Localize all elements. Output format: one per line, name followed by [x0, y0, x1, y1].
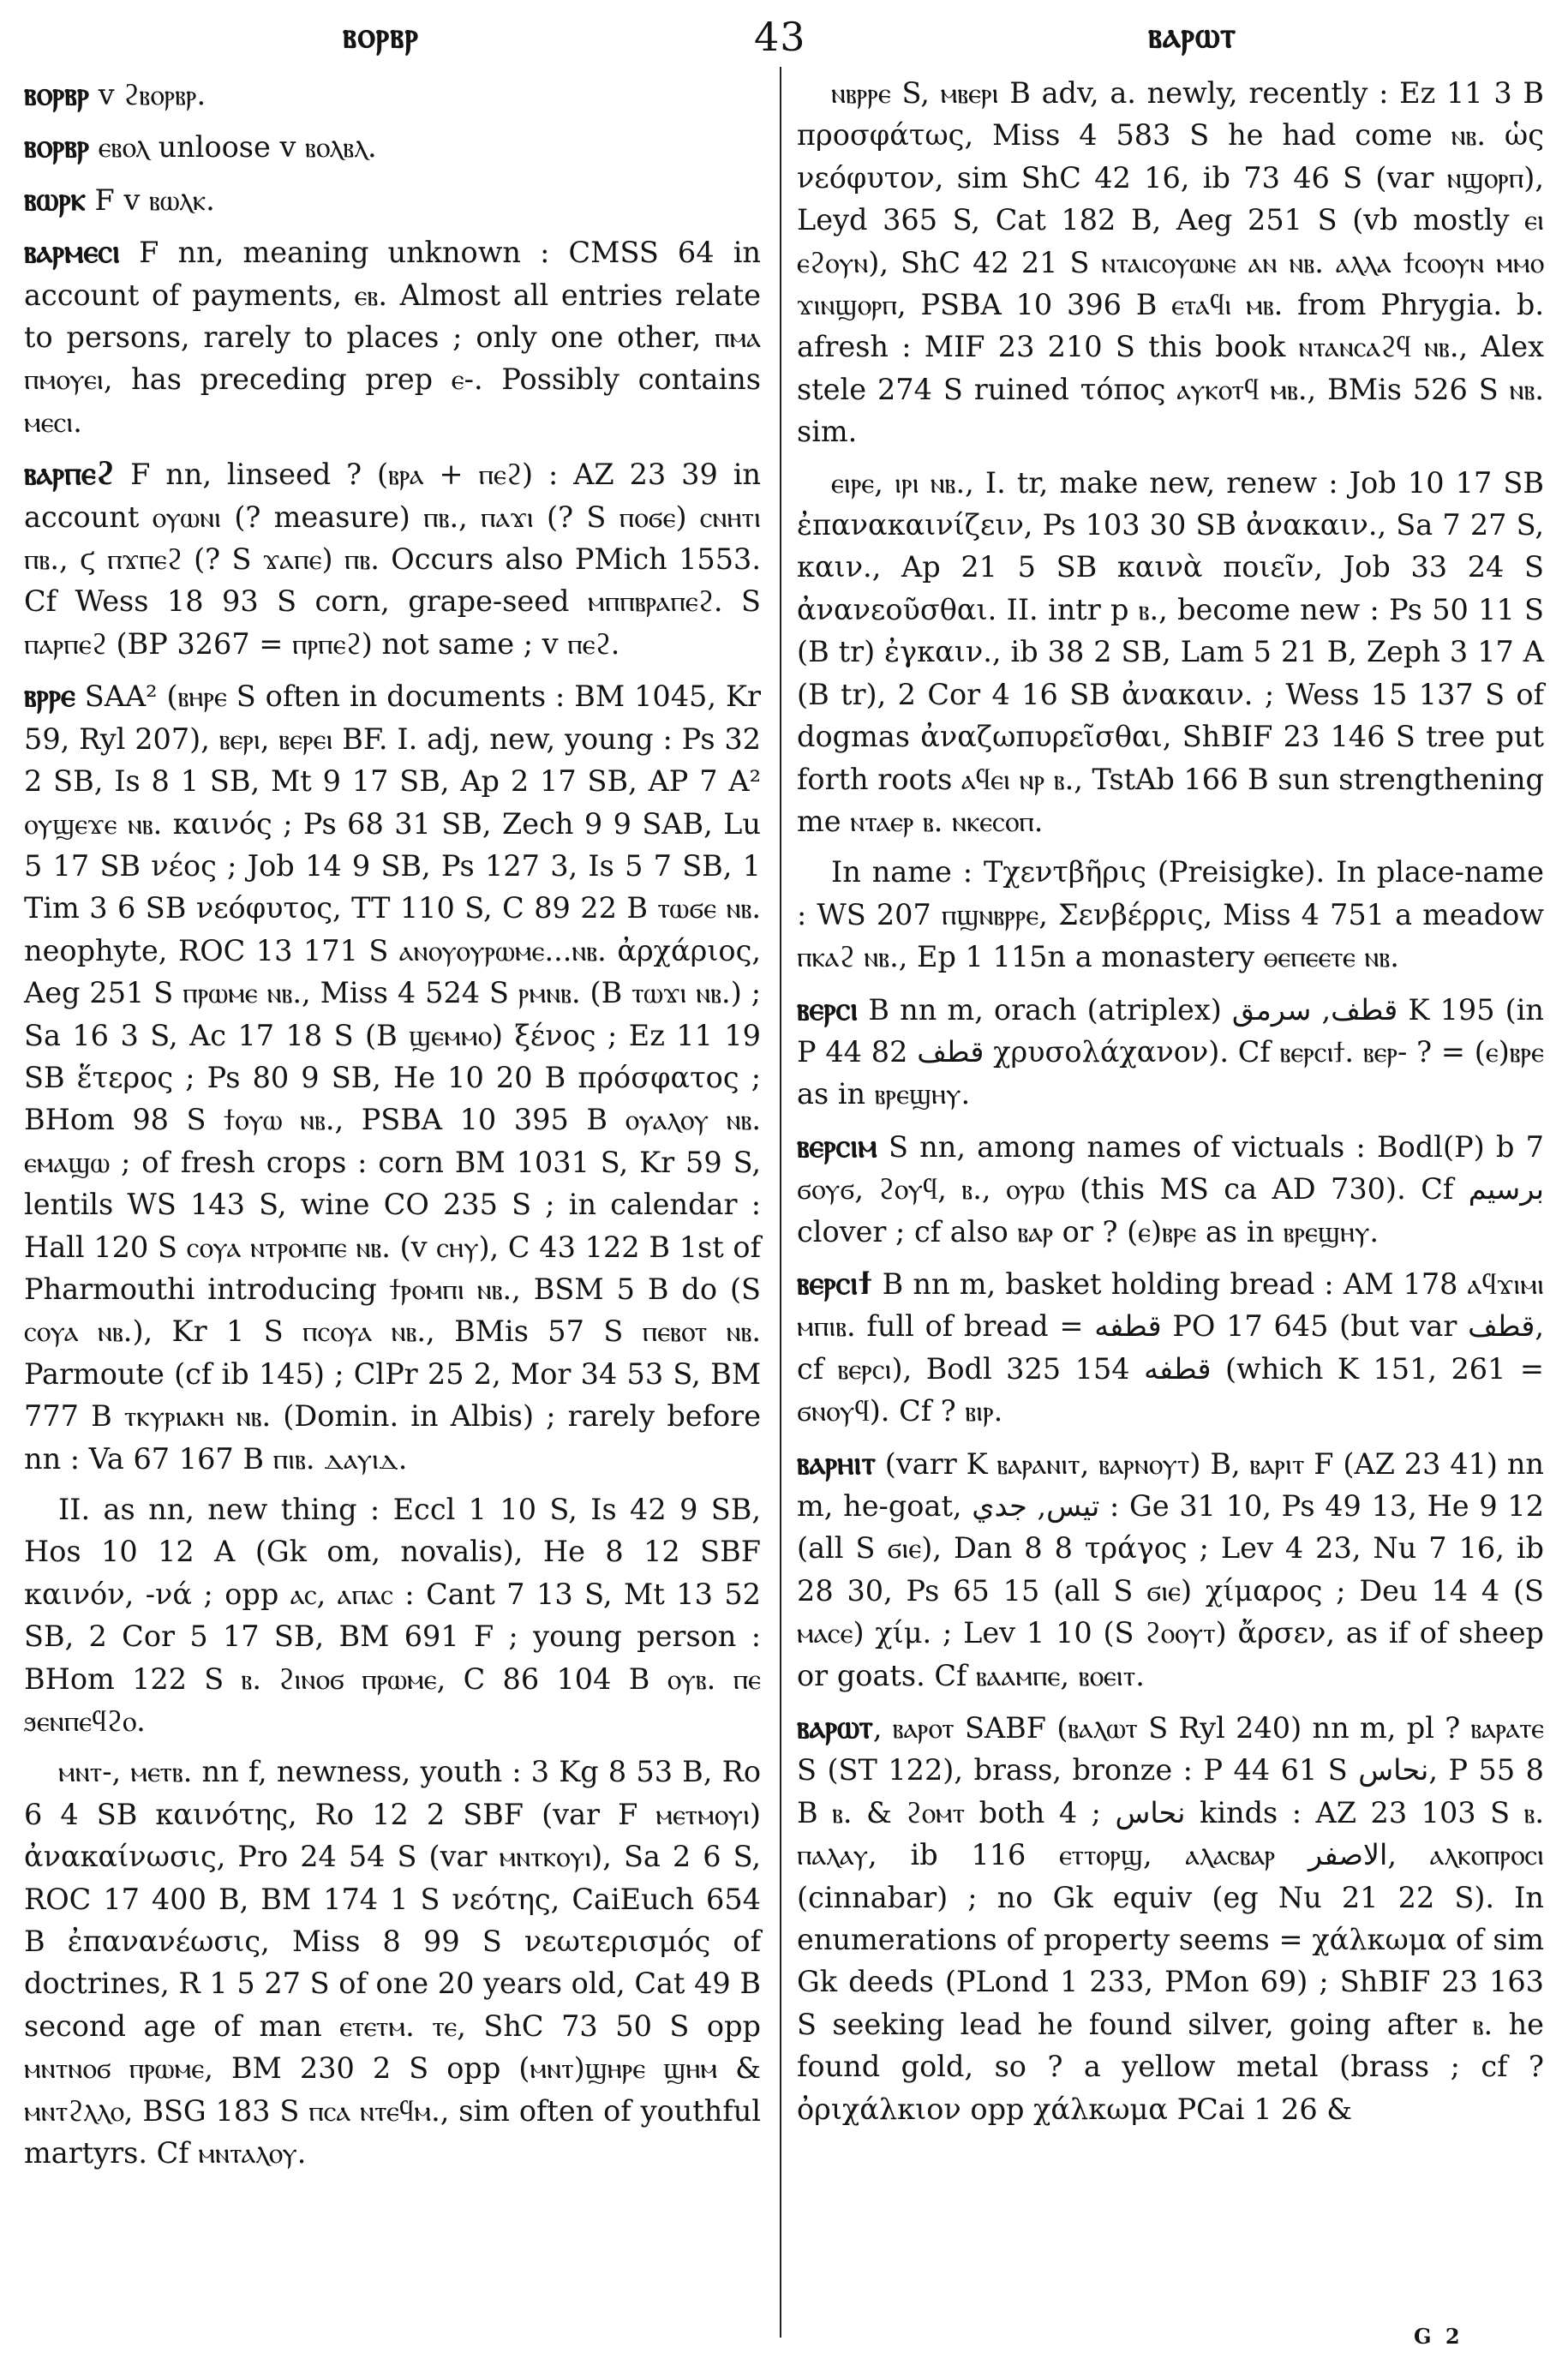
entry-text: v ϩⲃⲟⲣⲃⲣ.	[89, 78, 206, 111]
entry-text: In name : Τχεντβῆρις (Preisigke). In place-name : WS 207 ⲡϣⲛⲃⲣⲣⲉ, Σενβέρρις, Miss 4 751 a meadow ⲡⲕⲁϩ ⲛⲃ., Ep 1 115n a monastery ⲑⲉⲡⲉⲉⲧⲉ ⲛⲃ.	[797, 855, 1544, 974]
page-number: 43	[754, 14, 806, 60]
entry-text: ⲙⲛⲧ-, ⲙⲉⲧⲃ. nn f, newness, youth : 3 Kg 8 53 B, Ro 6 4 SB καινότης, Ro 12 2 SBF (var F ⲙⲉⲧⲙⲟⲩⲓ) ἀνακαίνωσις, Pro 24 54 S (var ⲙⲛⲧⲕⲟⲩⲓ), Sa 2 6 S, ROC 17 400 B, BM 174 1 S νεότης, CaiEuch 654 B ἐπανανέωσις, Miss 8 99 S νεωτερισμός of doctrines, R 1 5 27 S of one 20 years old, Cat 49 B second age of man ⲉⲧⲉⲧⲙ. ⲧⲉ, ShC 73 50 S opp ⲙⲛⲧⲛⲟϭ ⲡⲣⲱⲙⲉ, BM 230 2 S opp (ⲙⲛⲧ)ϣⲏⲣⲉ ϣⲏⲙ & ⲙⲛⲧϩⲗⲗⲟ, BSG 183 S ⲡⲥⲁ ⲛⲧⲉϥⲙ., sim often of youthful martyrs. Cf ⲙⲛⲧⲁⲗⲟⲩ.	[24, 1755, 761, 2170]
dictionary-entry	[797, 851, 1544, 978]
dictionary-entry	[797, 1705, 1544, 2130]
column-divider	[780, 67, 781, 2338]
entry-headword: ⲃⲉⲣⲥⲓϯ	[797, 1262, 873, 1302]
entry-headword: ⲃⲁⲣⲙⲉⲥⲓ	[24, 231, 121, 271]
dictionary-entry	[797, 1124, 1544, 1253]
header-left-guideword: ⲃⲟⲣⲃⲣ	[343, 14, 420, 56]
entry-text: , ⲃⲁⲣⲟⲧ SABF (ⲃⲁⲗⲱⲧ S Ryl 240) nn m, pl ? ⲃⲁⲣⲁⲧⲉ S (ST 122), brass, bronze : P 44 61 S نحاس, P 55 8 B ⲃ. & ϩⲟⲙⲧ both نحاس ; 4 kinds : AZ 23 103 S ⲃ. ⲡⲁⲗⲁⲩ, ib 116 ⲉⲧⲧⲟⲣϣ, ⲁⲗⲁⲥⲃⲁⲣ الاصفر, ⲁⲗⲕⲟⲡⲣⲟⲥⲓ (cinnabar) ; no Gk equiv (eg Nu 21 22 S). In enumerations of property seems = χάλκωμα of sim Gk deeds (PLond 1 233, PMon 69) ; ShBIF 23 163 S seeking lead he found silver, going after ⲃ. he found gold, so ? a yellow metal (brass ; cf ? ὀριχάλκιον opp χάλκωμα PCai 1 26 &	[797, 1711, 1545, 2126]
entry-headword: ⲃⲟⲣⲃⲣ	[24, 126, 90, 165]
entry-text: S nn, among names of victuals : Bodl(P) b 7 ϭⲟⲩϭ, ϩⲟⲩϥ, ⲃ., ⲟⲩⲣⲱ (this MS ca AD 730). Cf برسيم clover ; cf also ⲃⲁⲣ or ? (ⲉ)ⲃⲣⲉ as in ⲃⲣⲉϣⲏⲩ.	[797, 1129, 1544, 1248]
entry-text: F nn, linseed ? (ⲃⲣⲁ + ⲡⲉϩ) : AZ 23 39 in account ⲟⲩⲱⲛⲓ (? measure) ⲡⲃ., ⲡⲁϫⲓ (? S ⲡⲟϭⲉ) ⲥⲛⲏⲧⲓ ⲡⲃ., ϛ ⲡϫⲡⲉϩ (? S ϫⲁⲡⲉ) ⲡⲃ. Occurs also PMich 1553. Cf Wess 18 93 S corn, grape-seed ⲙⲡⲡⲃⲣⲁⲡⲉϩ. S ⲡⲁⲣⲡⲉϩ (BP 3267 = ⲡⲣⲡⲉϩ) not same ; v ⲡⲉϩ.	[24, 458, 761, 661]
entry-headword: ⲃⲣⲣⲉ	[24, 675, 75, 715]
entry-text: SAA² (ⲃⲏⲣⲉ S often in documents : BM 1045, Kr 59, Ryl 207), ⲃⲉⲣⲓ, ⲃⲉⲣⲉⲓ BF. I. adj, new, young : Ps 32 2 SB, Is 8 1 SB, Mt 9 17 SB, Ap 2 17 SB, AP 7 A² ⲟⲩϣⲉϫⲉ ⲛⲃ. καινός ; Ps 68 31 SB, Zech 9 9 SAB, Lu 5 17 SB νέος ; Job 14 9 SB, Ps 127 3, Is 5 7 SB, 1 Tim 3 6 SB νεόφυτος, TT 110 S, C 89 22 B ⲧⲱϭⲉ ⲛⲃ. neophyte, ROC 13 171 S ⲁⲛⲟⲩⲟⲩⲣⲱⲙⲉ...ⲛⲃ. ἀρχάριος, Aeg 251 S ⲡⲣⲱⲙⲉ ⲛⲃ., Miss 4 524 S ⲣⲙⲛⲃ. (B ⲧⲱϫⲓ ⲛⲃ.) ; Sa 16 3 S, Ac 17 18 S (B ϣⲉⲙⲙⲟ) ξένος ; Ez 11 19 SB ἕτερος ; Ps 80 9 SB, He 10 20 B πρόσφατος ; BHom 98 S ϯⲟⲩⲱ ⲛⲃ., PSBA 10 395 B ⲟⲩⲁⲗⲟⲩ ⲛⲃ. ⲉⲙⲁϣⲱ ; of fresh crops : corn BM 1031 S, Kr 59 S, lentils WS 143 S, wine CO 235 S ; in calendar : Hall 120 S ⲥⲟⲩⲁ ⲛⲧⲣⲟⲙⲡⲉ ⲛⲃ. (v ⲥⲏⲩ), C 43 122 B 1st of Pharmouthi introducing ϯⲣⲟⲙⲡⲓ ⲛⲃ., BSM 5 B do (S ⲥⲟⲩⲁ ⲛⲃ.), Kr 1 S ⲡⲥⲟⲩⲁ ⲛⲃ., BMis 57 S ⲡⲉⲃⲟⲧ ⲛⲃ. Parmoute (cf ib 145) ; ClPr 25 2, Mor 34 53 S, BM 777 B ⲧⲕⲩⲣⲓⲁⲕⲏ ⲛⲃ. (Domin. in Albis) ; rarely before nn : Va 67 167 B ⲡⲓⲃ. ⲇⲁⲩⲓⲇ.	[24, 680, 761, 1476]
entry-text: B nn m, orach (atriplex) قطف, سرمق K 195 (in P 44 82 قطف χρυσολάχανον). Cf ⲃⲉⲣⲥⲓϯ. ⲃⲉⲣ- ? = (ⲉ)ⲃⲣⲉ as in ⲃⲣⲉϣⲏⲩ.	[797, 992, 1544, 1111]
entry-headword: ⲃⲉⲣⲥⲓⲙ	[797, 1125, 877, 1165]
entry-text: II. as nn, new thing : Eccl 1 10 S, Is 42 9 SB, Hos 10 12 A (Gk om, novalis), He 8 12 SBF καινόν, -νά ; opp ⲁⲥ, ⲁⲡⲁⲥ : Cant 7 13 S, Mt 13 52 SB, 2 Cor 5 17 SB, BM 691 F ; young person : BHom 122 S ⲃ. ϩⲓⲛⲟϭ ⲡⲣⲱⲙⲉ, C 86 104 B ⲟⲩⲃ. ⲡⲉ ϧⲉⲛⲡⲉϥϩⲟ.	[24, 1493, 761, 1739]
entry-headword: ⲃⲉⲣⲥⲓ	[797, 988, 859, 1027]
entry-text: ⲉⲃⲟⲗ unloose v ⲃⲟⲗⲃⲗ.	[89, 130, 377, 165]
entry-headword: ⲃⲁⲣⲡⲉϩ	[24, 453, 116, 493]
entry-headword: ⲃⲁⲣⲏⲓⲧ	[797, 1442, 876, 1482]
dictionary-entry	[24, 1751, 761, 2174]
dictionary-entry	[797, 1441, 1544, 1697]
dictionary-entry	[24, 674, 761, 1480]
dictionary-entry	[24, 230, 761, 443]
signature-mark: G 2	[1414, 2324, 1463, 2349]
entry-text: F nn, meaning unknown : CMSS 64 in account of payments, ⲉⲃ. Almost all entries relate to persons, rarely to places ; only one other, ⲡⲙⲁ ⲡⲙⲟⲩⲉⲓ, has preceding prep ⲉ-. Possibly contains ⲙⲉⲥⲓ.	[24, 236, 761, 439]
dictionary-entry	[24, 124, 761, 168]
left-column	[24, 72, 761, 2183]
running-header	[0, 5, 1568, 65]
dictionary-entry	[797, 987, 1544, 1116]
dictionary-entry	[797, 1261, 1544, 1433]
entry-headword: ⲃⲱⲣⲕ	[24, 178, 86, 218]
entry-text: (varr K ⲃⲁⲣⲁⲛⲓⲧ, ⲃⲁⲣⲛⲟⲩⲧ) B, ⲃⲁⲣⲓⲧ F (AZ 23 41) nn m, he-goat, تيس, جدي : Ge 31 10, Ps 49 13, He 9 12 (all S ϭⲓⲉ), Dan 8 8 τράγος ; Lev 4 23, Nu 7 16, ib 28 30, Ps 65 15 (all S ϭⲓⲉ) χίμαρος ; Deu 14 4 (S ⲙⲁⲥⲉ) χίμ. ; Lev 1 10 (S ϩⲟⲟⲩⲧ) ἄρσεν, as if of sheep or goats. Cf ⲃⲁⲁⲙⲡⲉ, ⲃⲟⲉⲓⲧ.	[797, 1446, 1545, 1692]
dictionary-entry	[24, 177, 761, 221]
entry-headword: ⲃⲁⲣⲱⲧ	[797, 1707, 873, 1746]
header-right-guideword: ⲃⲁⲣⲱⲧ	[1148, 14, 1237, 56]
right-column	[797, 72, 1544, 2139]
entry-text: ⲉⲓⲣⲉ, ⲓⲣⲓ ⲛⲃ., I. tr, make new, renew : Job 10 17 SB ἐπανακαινίζειν, Ps 103 30 SB ἀνακαιν., Sa 7 27 S, καιν., Ap 21 5 SB καινὰ ποιεῖν, Job 33 24 S ἀνανεοῦσθαι. II. intr p ⲃ., become new : Ps 50 11 S (B tr) ἐγκαιν., ib 38 2 SB, Lam 5 21 B, Zeph 3 17 A (B tr), 2 Cor 4 16 SB ἀνακαιν. ; Wess 15 137 S of dogmas ἀναζωπυρεῖσθαι, ShBIF 23 146 S tree put forth roots ⲁϥⲉⲓ ⲛⲣ ⲃ., TstAb 166 B sun strengthening me ⲛⲧⲁⲉⲣ ⲃ. ⲛⲕⲉⲥⲟⲡ.	[797, 465, 1544, 838]
dictionary-entry	[24, 1488, 761, 1742]
dictionary-entry	[797, 72, 1544, 453]
entry-text: F v ⲃⲱⲗⲕ.	[85, 183, 215, 217]
entry-text: B nn m, basket holding bread : AM 178 ⲁϥϫⲓⲙⲓ ⲙⲡⲓⲃ. full of bread = قطفه PO 17 645 (but var قطف, cf ⲃⲉⲣⲥⲓ), Bodl 325 154 قطفه (which K 151, 261 = ϭⲛⲟⲩϥ). Cf ? ⲃⲓⲣ.	[797, 1266, 1544, 1428]
entry-text: ⲛⲃⲣⲣⲉ S, ⲙⲃⲉⲣⲓ B adv, a. newly, recently : Ez 11 3 B προσφάτως, Miss 4 583 S he had come ⲛⲃ. ὡς νεόφυτον, sim ShC 42 16, ib 73 46 S (var ⲛϣⲟⲣⲡ), Leyd 365 S, Cat 182 B, Aeg 251 S (vb mostly ⲉⲓ ⲉϩⲟⲩⲛ), ShC 42 21 S ⲛⲧⲁⲓⲥⲟⲩⲱⲛⲉ ⲁⲛ ⲛⲃ. ⲁⲗⲗⲁ ϯⲥⲟⲟⲩⲛ ⲙⲙⲟ ϫⲓⲛϣⲟⲣⲡ, PSBA 10 396 B ⲉⲧⲁϥⲓ ⲙⲃ. from Phrygia. b. afresh : MIF 23 210 S this book ⲛⲧⲁⲛⲥⲁϩϥ ⲛⲃ., Alex stele 274 S ruined τόπος ⲁⲩⲕⲟⲧϥ ⲙⲃ., BMis 526 S ⲛⲃ. sim.	[797, 76, 1544, 449]
entry-headword: ⲃⲟⲣⲃⲣ	[24, 74, 90, 112]
dictionary-entry	[24, 452, 761, 665]
dictionary-entry	[797, 462, 1544, 843]
dictionary-entry	[24, 72, 761, 116]
